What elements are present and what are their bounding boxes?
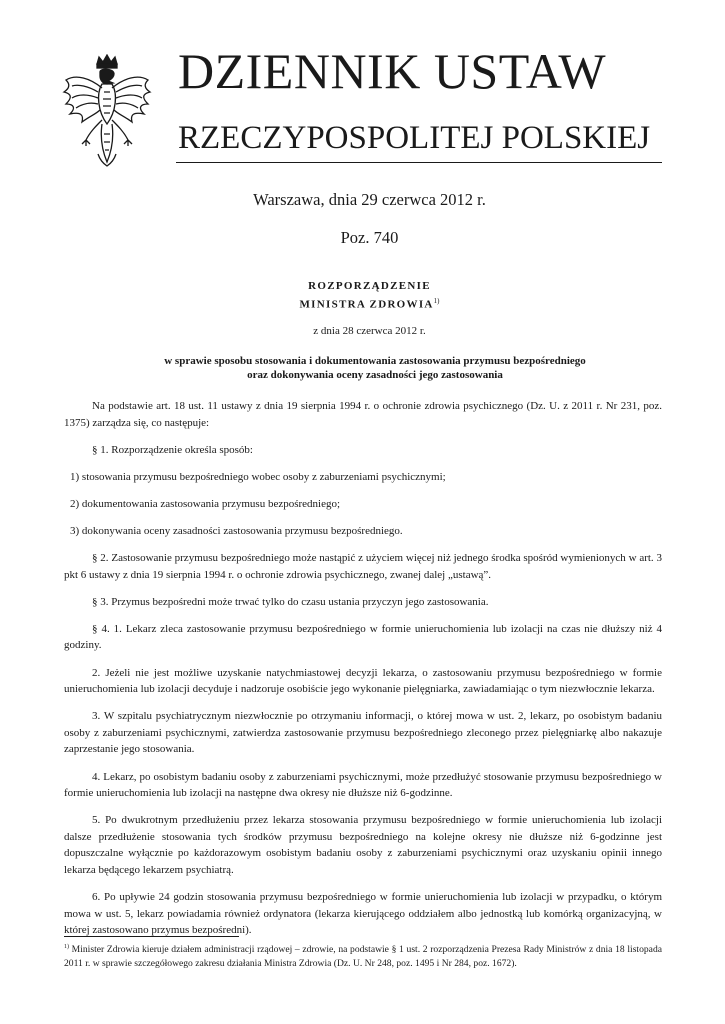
list-item: 2) dokumentowania zastosowania przymusu bezpośredniego; bbox=[70, 497, 341, 510]
act-issuer-name: MINISTRA ZDROWIA bbox=[299, 298, 434, 311]
position-number: Poz. 740 bbox=[340, 228, 399, 247]
paragraph-4-1: § 4. 1. Lekarz zleca zastosowanie przymusu bezpośredniego w formie unieruchomienia lub izolacji na czas nie dłuższy niż 4 godziny. bbox=[64, 622, 662, 652]
gazette-title: DZIENNIK USTAW bbox=[178, 43, 607, 99]
issue-date: Warszawa, dnia 29 czerwca 2012 r. bbox=[253, 190, 486, 209]
paragraph-3: § 3. Przymus bezpośredni może trwać tylko do czasu ustania przyczyn jego zastosowania. bbox=[92, 595, 489, 608]
act-subject bbox=[80, 354, 670, 382]
list-item: 1) stosowania przymusu bezpośredniego wobec osoby z zaburzeniami psychicznymi; bbox=[70, 470, 446, 483]
footnote-reference: 1) bbox=[433, 297, 440, 305]
footnote bbox=[64, 941, 662, 970]
paragraph-4-3: 3. W szpitalu psychiatrycznym niezwłocznie po otrzymaniu informacji, o której mowa w ust. 2, lekarz, po osobistym badaniu osoby z zaburzeniami psychicznymi, zatwierdza zastosowanie przymusu bezpośredniego zleconego przez pielęgniarkę albo nakazuje zaprzestanie jego stosowania. bbox=[64, 710, 662, 756]
paragraph-4-4: 4. Lekarz, po osobistym badaniu osoby z zaburzeniami psychicznymi, może przedłużyć stosowanie przymusu bezpośredniego w formie unieruchomienia lub izolacji na następne dwa okresy nie dłuższe niż 6-godzinne. bbox=[64, 770, 662, 800]
polish-eagle-emblem-icon bbox=[60, 54, 154, 170]
footnote-mark: 1) bbox=[64, 944, 69, 950]
preamble: Na podstawie art. 18 ust. 11 ustawy z dnia 19 sierpnia 1994 r. o ochronie zdrowia psychicznego (Dz. U. z 2011 r. Nr 231, poz. 1375) zarządza się, co następuje: bbox=[64, 400, 662, 429]
list-item: 3) dokonywania oceny zasadności zastosowania przymusu bezpośredniego. bbox=[70, 524, 403, 537]
gazette-subtitle: RZECZYPOSPOLITEJ POLSKIEJ bbox=[178, 120, 651, 156]
paragraph-2: § 2. Zastosowanie przymusu bezpośredniego może nastąpić z użyciem więcej niż jednego środka spośród wymienionych w art. 3 pkt 6 ustawy z dnia 19 sierpnia 1994 r. o ochronie zdrowia psychicznego, zwanej dalej „ustawą”. bbox=[64, 552, 662, 581]
act-subject-line: oraz dokonywania oceny zasadności jego zastosowania bbox=[247, 369, 503, 381]
act-body bbox=[64, 398, 662, 949]
masthead-divider bbox=[176, 162, 662, 163]
act-date: z dnia 28 czerwca 2012 r. bbox=[313, 325, 426, 337]
act-issuer bbox=[0, 297, 725, 311]
paragraph-4-2: 2. Jeżeli nie jest możliwe uzyskanie natychmiastowej decyzji lekarza, o zastosowaniu przymusu bezpośredniego w formie unieruchomienia lub izolacji decyduje i nadzoruje osobiście jego wykonanie pielęgniarka, zawiadamiając o tym niezwłocznie lekarza. bbox=[64, 666, 662, 696]
footnote-divider bbox=[64, 936, 239, 937]
paragraph-4-5: 5. Po dwukrotnym przedłużeniu przez lekarza stosowania przymusu bezpośredniego w formie unieruchomienia lub izolacji dalsze przedłużenie stosowania tych środków przymusu bezpośredniego na kolejne okresy nie dłuższe niż 6-godzinne jest dopuszczalne wyłącznie po każdorazowym osobistym badaniu osoby z zaburzeniami psychicznymi oraz uzyskaniu opinii innego lekarza będącego lekarzem psychiatrą. bbox=[64, 814, 662, 876]
act-type: ROZPORZĄDZENIE bbox=[308, 280, 431, 292]
footnote-text: Minister Zdrowia kieruje działem administracji rządowej – zdrowie, na podstawie § 1 ust. 2 rozporządzenia Prezesa Rady Ministrów z dnia 18 listopada 2011 r. w sprawie szczegółowego zakresu działania Ministra Zdrowia (Dz. U. Nr 248, poz. 1495 i Nr 284, poz. 1672). bbox=[64, 944, 662, 969]
act-subject-line: w sprawie sposobu stosowania i dokumentowania zastosowania przymusu bezpośredniego bbox=[164, 355, 586, 367]
paragraph-1-intro: § 1. Rozporządzenie określa sposób: bbox=[92, 443, 253, 456]
paragraph-4-6: 6. Po upływie 24 godzin stosowania przymusu bezpośredniego w formie unieruchomienia lub izolacji w przypadku, o którym mowa w ust. 5, lekarz powiadamia również ordynatora (lekarza kierującego oddziałem albo jednostką lub komórką organizacyjną, w której zastosowano przymus bezpośredni). bbox=[64, 891, 662, 937]
